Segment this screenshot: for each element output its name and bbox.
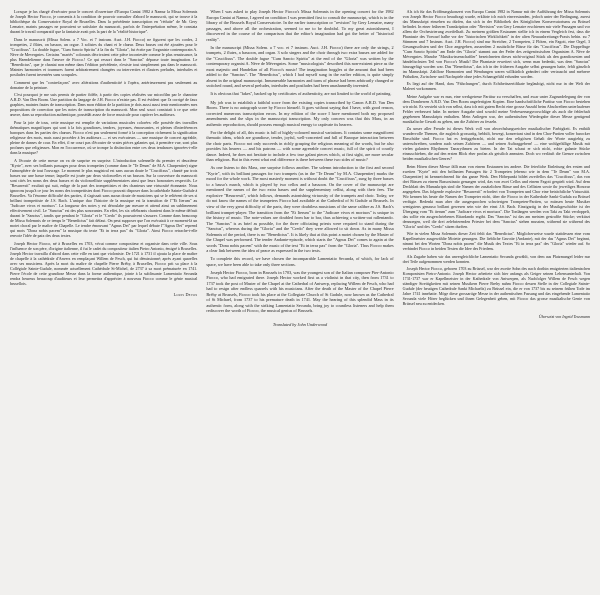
paragraph: Als ich für das Eröffnungskonzert von Europa Cantat 1982 in Namur mit der Aufführung der Missa Solemnis von Joseph Hector Fiocco beauftragt wurde, erklärte ich mich einverstanden, jedoch unter der Bedingung, zuerst das Manuskript einsehen zu dürfen, das sich in der Bibliothek des Königlichen Konservatoriums zu Brüssel befindet. In einer früheren Transkription oder "Revision" von Gery Lemaire erschienen mir viele Passagen und vor allem die Orchestrierung zweifelhaft. Zu meinem größten Erstaunen stellte ich in einem Vergleich fest, dass die Phantasie des Vorwurf halbe vor der "historischen Wirklichkeit" in der alten Neuausbreitungs-Praxis behin. zu 7 Stimmen und 7 Instrum. Auct. J.H. Fiocco) sind nur Streicher, 2 Trompeten, 2 Flöten, ein Fagott, eine Orgel, 3 Gesangssolisten und der Chor angegeben, ausserdem 2 zusätzliche Bässe für das "Crucifixus". Die Doppelfuge "Cum Sancto Spiritu" am Ende des "Gloria" stammt aus der Feder des zeitgenössischen Organisten A. Nève de Mévergnies. Manche "Musikwissenschaftler" bezeichneten dieses nicht-original Stück als den grandiosesten und händelischsten Teil von Fiocco's Musik! Die Phantasie erweitert sich, wenn man bedenkt, was dem "Sanctus" hinzugefügt worden war. Das "Benedictus", das ich in der früheren Ausgabe selbst gesungen hatte, fehlt gänzlich im Manuskript. Zahllose Harmonien und Wendungen waren willkürlich geändert oder vertauscht und mehrere Präludien, Zwischen- und Nachspiele ohne jedes Schamgefühl erfunden worden. — [402, 9, 590, 79]
paragraph: C'est pourquoi je me suis permis de partier fidèle, à partir des copies réalisées sur microfilm par le chanoine A.R.D. Van Den Boom. Une partition du langage de J.H. Fiocco n'existe pas. Il est évident que l'a corrigé de faux graphies, maintes fautes de transcription. Dans mon édition de la partition je dois aussi aussi tenir mentionnées mes propositions de correction que les notes de transcription du manuscrit. Mon seul souci consistait à ce que cette œuvre, dans sa reproduction authentique, possédât assez de force musicale pour captiver les auditeurs. — [10, 92, 198, 118]
paragraph: It is obvious that "fakes", backed up by certificates of authenticity, are not limited to the world of painting. — [210, 91, 392, 97]
paragraph: In the manuscript (Missa Solem. a 7 voc. et 7 instrum. Auct. J.H. Fiocco) there are only the strings, 2 trumpets, 2 flutes, a bassoon, and organ. 3 solo singers and the choir through two extra basses are added for the "Crucifixus". The double fugue "Cum Sancto Spiritu" at the end of the "Gloria" was written by the contemporary organist A. Nève de Mévergnies. Some "musicologists" described this non-existent piece as the most majestic and Handelian of all Fiocco's music! The imagination boggles at the amount that had been added to the "Sanctus". The "Benedictus", which I had myself sung in the earlier edition, is quite simply absent in the original manuscript. Innumerable harmonies and turns of phrase had been arbitrarily changed or switched round, and several preludes, interludes and postludes had been unashamedly invented. — [206, 44, 394, 89]
translation-credit: Übersetzt von Ingrid Teusmann — [538, 313, 590, 319]
german-column — [403, 9, 590, 587]
french-column — [10, 9, 197, 587]
paragraph: Pour la joie de tous, cette musique est remplie de variations musicales colorées: elle possède des travailles thématiques magnifiques qui sont à la fois grandioses, tendres, joyeuses, émouvantes, et pleines d'interférences baroques dans les parties des chœurs. Fiocco n'est pas seulement formé à la conception richement la signification religieuse des mots, mais aussi procéder à les auditeurs — et ses exécuteurs — une musique de concert agréable, pleine de danses de cour. En effet, il ne court pas d'écouter de vraies pièces galantes qui, à première vue, sont plus profanes que religieuses. Mon en l'occurrence, où se trompe la distinction entre ces deux tendances ignorées-t-elle dans la musique? — [10, 120, 198, 156]
french-text-block — [10, 9, 197, 289]
paragraph: Joseph Hector Fiocco, geboren 1703 zu Brüssel, war der zweite Sohn des nach dorthin emigrierten italienischen Komponisten Pietro-Antonio. Joseph Hector arbeitete sich hier anfangs als Geiger seinen Lebensunterhalt. Von 1731-1737 war er Kapellmeister in der Kathedrale von Antwerpen, als Nachfolger Willem de Fesch wegen ständiger Streitigkeiten mit seinen Musikern Pierre Brehy nahm Fiocco dessen Stelle in der Collegiale Sainte-Gudule (der heutigen Cathedrale Sankt Michaelis) zu Brüssel ein, die er von 1737 bis zu seinem frühen Tode im Jahre 1741 innehatte. Möge diese grossartige Messe in der authentischen Fassung und das eingehende Lamentatio Secunda viele Hörer beglücken und ihnen Gelegenheit geben, mit Fiocco das grosse musikalische Genie von Brüssel neu zu entdecken. — [402, 266, 590, 307]
english-text-block — [206, 9, 393, 317]
column-spacer — [10, 297, 197, 587]
paragraph: As one listens to this Mass, one surprise follows another. The solemn introduction to the first and second "Kyrie", with its brilliant passages for two trumpets (as in the "Te Deum" by M.A. Charpentier) marks the mood for the whole work. The most masterly moment is without doubt the "Crucifixus", sung by three basses to a basso's march, which is played by two cellos and a bassoon. On the cover of the manuscript are mentioned the names of the two extra basses and the supplementary cellist, along with their fees. The explosive "Resurrexit", which follows, demands astonishing virtuosity of the trumpets and choir. Today, we do not know the names of the trumpeters Fiocco had available at the Cathedral of St Gudule at Brussels. In view of the very great difficulty of the parts, they were doubtless musicians of the same calibre as J.S. Bach's brilliant trumpet-player. The transition from the "Et Iterum" to the "Judicare vivos et mortuos" is unique in the history of music. The note-values are doubled from bar to bar, thus achieving a written-out rallentando. The "Sanctus" is as brief as possible, for the three officiating priests were required to stand during the "Sanctus", whereas during the "Gloria" and the "Credo" they were allowed to sit down. As in many Missa Solemnis of the period, there is no "Benedictus". It is likely that at this point a motet chosen by the Master of the Chapel was performed. The tender Andante-episode, which starts the "Agnus Dei" comes to again at the words "Dona nobis pacem" with the music of the text "Et in terra pax" from the "Gloria". Thus Fiocco makes a clear link between the idea of peace as expressed in the two texts. — [206, 165, 394, 254]
paragraph: My job was to establish a faithful score from the existing copies transcribed by Canon A.R.D. Van Den Boom. There is no autograph score by Fiocco himself. It goes without saying that I have, with good reason, corrected numerous transcription errors. In my edition of the score I have mentioned both my proposed amendments and the slips in the manuscript transcription. My only concern was that this Mass, in an authentic reproduction, should possess enough musical energy to captivate its hearers. — [206, 99, 394, 127]
paragraph: Wie in vielen Missa Solemnis dieser Zeit fehlt das "Benedictus". Möglicherweise wurde stattdessen eine vom Kapellmeister ausgewählte Motette gesungen. Die liebliche Gavotte (Andante), mit der das "Agnus Dei" beginnt, nimmt bei den Worten "Dona nobis pacem" die Musik des Textes "Et in terra pax" des "Gloria" wieder auf. So verbindet Fiocco in beiden Texten die Idee des Friedens. — [402, 231, 590, 252]
paragraph: A l'écoute de cette messe on va de surprise en surprise. L'introduction solennelle du premier et deuxième "Kyrie", avec ses brillants passages pour deux trompettes (comme dans le "Te Deum" de M.A. Charpentier) signe l'atmosphère de tout l'ouvrage. Le moment le plus magistral est sans aucun doute le "Crucifixus", chanté par trois basses sur une basse tenue; laquelle est jouée par deux violoncelles et un basson. Sur la couverture du manuscrit sont cités les noms des deux basses et du violoncelliste supplémentaires ainsi que leurs honoraires respectifs. Le "Resurrexit" exultait qui suit, enlige de la part des trompettistes et des chanteurs une virtuosité étonnante. Nous ignorons jusqu'à ce jour les noms des trompettistes dont Fiocco pouvait disposer dans la cathédrale Sainte-Gudule à Bruxelles. Va l'énorme difficulté des parties, il s'agissait sans aucun doute de musiciens qui se le relièrent de ses si brillant trompettiste de J.S. Bach. L'unique duo l'histoire de la musique est la transition de l'"Et Iterum" au "Judicare vivos et mortuos". La longueur des notes y est déroulabe par mesure et attend ainsi un sublimement effectivement civil. Le "Sanctus" est des plus sonorantes. En effet, les six célébrants chantent dans le même défruit durant le "Sanctus", tandis que pendant le "Gloria" et le "Credo" ils poursuivent s'assurer. Comme dans beaucoup de Missa Solemnis de ce temps le "Benedictus" fait défaut. On peut supposer que l'on exécutait à ce moment-là un motet choral par le maître de Chapelle. Le tendre émouvant "Agnus Dei" par lequel débute l'"Agnus Dei" reprend qui mots "Dona nobis pacem" la musique du texte "Et in terra pax" du "Gloria". Ainsi Fiocco retrache-t-elle renvoie l'idée de paix des deux textes. — [10, 157, 198, 239]
paragraph: Comment que les "contrefaçons" avec altérations d'authenticité à l'opéra, antérieurement pas seulement au domaine de la peinture. — [10, 79, 198, 90]
paragraph: Zu unser aller Freude ist dieses Werk voll von abwechslungsreicher musikalischer Farbigkeit. Es enthält wundervolle Themen, die zugleich grossartig, bebhilt, bewegt, konzertant sind in den Chor-Partien voller barocker Einschübe sind. Fiocco hat es fertiggebracht, nicht nur den religiösen Gehalt der Worte ausgiebig zu unterschreiben, sondern auch seinen Zuhörern — und seinen Auftraggebern! — eine wohlgefällige Musik mit vielen galanten Rhythmen Tanzrythmen zu bieten. In der Tat schaut er sich nicht, echte galante Stücke einzuschieben, die auf den ersten Blick eher profan als geistlich anmuten. Doch wo verläuft die Grenze zwischen beiden musikalischen Genres? — [402, 126, 590, 162]
paragraph: For the delight of all, this music is full of highly-coloured musical variations. It contains some magnificent thematic ideas, which are grandiose, tender, joyful, well-concerted and full of Baroque interaction between the choir parts. Fiocco not only succeeds in richly grasping the religious meaning of the words, but he also provides his hearers — and his patrons — with some agreeable concert music, full of the spirit of courtly dance. Indeed, he does not hesitate to include a few true galant pieces which, at first sight, are more secular than religious. But in this event what real difference is there between these two sides of music? — [206, 129, 394, 163]
paragraph: Lorsque je lus chargé d'exécuter pour le concert d'ouverture d'Europa Cantat 1982 à Namur la Missa Solemnis de Joseph Hector Fiocco, je consentis à la condition de pouvoir consulter d'abord le manuscrit, qui se trouve à la bibliothèque du Conservatoire Royal de Bruxelles. Dans la précédente transcription en "réduite" de Mr. Gery Lemaire, maints passages ne pouvaient se satisfaire du manuscrit, parfois de l'interprétation même, le constata durant le travail comparatif que la fantaisie avait pris la part de la "réalité historique". — [10, 9, 198, 35]
paragraph: Joseph Hector Fiocco, né à Bruxelles en 1703, vécut comme compositeur et organiste dans cette ville. Sous l'influence de son père, d'origine italienne, il fut le cadet du compositeur italien Pietro Antonio, émigré à Bruxelles. Joseph Hector travailla d'abord dans cette ville en tant que violoniste. De 1721 à 1731 il ajouta la place de maître de chapelle à la cathédrale d'Anvers en remplaçant Willem de Fesch, qui fut démissionné; après ayant quarelles avec ses musiciens. Après la mort du maître de chapelle Pierre Bréby, à Bruxelles, Fiocco prit sa place à la Collégiale Sainte-Gudule, nommée actuellement Cathédrale St-Michel, de 2737 à sa mort prématurée en 1741. Pierre l'école de cette grandiose Messe dans la forme authentique, jointe à la sublissante Lamentatio Secunda rendra heureux beaucoup d'auditeurs et leur permettra d'apprécier à nouveau Fiocco comme le génie musical brusellois. — [10, 240, 198, 287]
paragraph: When I was asked to play Joseph Hector Fiocco's Missa Solemnis in the opening concert for the 1982 Europa Cantat at Namur, I agreed on condition I was permitted first to consult the manuscript, which is in the library of the Brussels Royal Conservatoire. In the earlier transcription or "revision" by Gery Lemaire, many passages, and above all the orchestration, seemed to me to be doubtful. To my great astonishment, I discovered in the course of the comparison that the editor's imagination had got the better of "historical reality". — [206, 9, 394, 42]
paragraph: Joseph Hector Fiocco, born in Brussels in 1703, was the youngest son of the Italian composer Pier-Antonio Fiocco, who had emigrated there. Joseph Hector worked first as a violinist in that city, then from 1731 to 1737 took the post of Master of the Chapel at the Cathedral of Antwerp, replacing Willem de Fesch, who had had to resign after endless quarrels with his musicians. After the death of the Master of the Chapel Pierre Bréhy at Brussels, Fiocco took his place at the Collegiate Church of St Gudule, now known as the Cathedral of St Michael, from 1737 to his premature death in 1741. May the hearing of this splendid Mass in its authentic form, along with the striking Lamentatio Secunda, bring joy to countless listeners and help them rediscover the worth of Fiocco, the musical genius of Brussels. — [206, 269, 394, 314]
translation-credit: Translated by John Underwood — [272, 321, 328, 327]
author-signature: Louis Devos — [173, 291, 198, 297]
paragraph: Als Zugabe haben wir das unvergleichliche Lamentatio Secunda gewählt, von dem aus Platzmangel leider nur drei Teile aufgenommen werden konnten. — [402, 253, 590, 264]
paragraph: Beim Hören dieser Messe fällt man von einem Erstaunen ins andere. Die feierliche Einleitung des ersten und zweiten "Kyrie" mit den brillanten Passagen für 2 Trompeten (ebenso wie in dem "Te Deum" von M.A. Charpentier) ist kennzeichnend für das ganze Werk. Den Höhepunkt bildet zweifellos das "Crucifixus", das von drei Bässen zu einem Bassostinato gesungen wird, das von zwei Cellos und einem Fagott gespielt wird. Auf dem Deckblatt des Manuskripts sind die Namen der zusätzlichen Bässe und des Cellisten sowie ihr jeweiliges Honorar angegeben. Das folgende explosive "Resurrexit" erfordert von Trompeten und Chor eine beträchtliche Virtuosität. Wir kennen bis heute die Namen der Trompeter nicht, über die Fiocco in der Kathedrale Sankt-Gudula zu Brüssel verfügte. Bedenkt man aber die ausgesprochen schwierigen Trompeten-Partien, so müssen heute Musiker wenigstens genauso brillant gewesen sein wie der einst J.S. Bach. Einzigartig in der Musikgeschichte ist der Übergang vom "Et iterum" zum "Judicare vivos et mortuos". Die Tonlängen werden von Takt zu Takt verdoppelt, das sollte ein ausgeschriebenes Ritardando ergibt. Das "Sanctus" ist das am meisten gestraffte Stücke; verkürzt dennoegen, weil die drei zelebrierenden Priester bei dem "Sanctus" stehen mussten, während sie während des "Gloria" und des "Credo" sitzen durften. — [402, 163, 590, 229]
paragraph: To complete this record, we have chosen the incomparable Lamentatio Secunda, of which, for lack of space, we have been able to take only three sections. — [206, 256, 394, 267]
column-spacer — [206, 327, 393, 587]
paragraph: Meine Aufgabe war es nun, eine werkgetreue Partitur zu verschaffen, und zwar unter Zugrundelegung der von dem Domherren A.R.D. Van Den Boom angefertigten Kopien. Eine handschriftliche Partitur von Fiocco bestehen wir nicht. Es versteht sich von selbst, dass ich mit gutem Recht eine grosse Anzahl beim Abschreiben unterlaufener Fehler verbessert habe. In meiner Ausgabe sind sowohl meine Verbesserungsvorschläge als auch die fehlerhaft gegebenen Manuskripts enthalten. Mein Anliegen war, der authentischen Wiedergabe dieser Messe genügend musikalische Gewalt zu geben, um die Zuhörer zu fesseln. — [402, 93, 590, 124]
paragraph: Dans le manuscrit (Missa Solem. a 7 Voc. et 7 instrum. Auct. J.H. Fiocco) ne figurent que les cordes, 2 trompettes, 2 flûtes, on basson, un orgue. 3 solistes du chant et le chœur. Deux basses ont été ajoutées pour le "Crucifixus". La double fugue, "Cum Sancto Spiritu" à la fin du "Gloria", fut écrite par l'organiste contemporain A. Nève de Mevergnies. Certains "mariés" colorants décrivaient cette pièce incontestée comme le plus renaissance, la plus Haendelienne dans l'œuvre de Fiocco.! Ce qui ressort dans le "Sanctus" dépasse toute imagination. Le "Benedictus", que je chantai non même dans l'édition précédente, n'existe tout simplement pas dans le manuscrit. Maintes harmonies et tournures furent arbitrairement changées ou interverties et d'autres preludes, interludes et postludes furent inventées sans scrupules. — [10, 36, 198, 77]
german-text-block — [403, 9, 590, 309]
paragraph: Es liegt auf der Hand, dass "Fälschungen", durch Echtheitszertifikate beglaubigt, nicht nur in der Welt der Malerei vorkommen. — [402, 81, 590, 92]
column-spacer — [403, 319, 590, 587]
english-column — [206, 9, 393, 587]
